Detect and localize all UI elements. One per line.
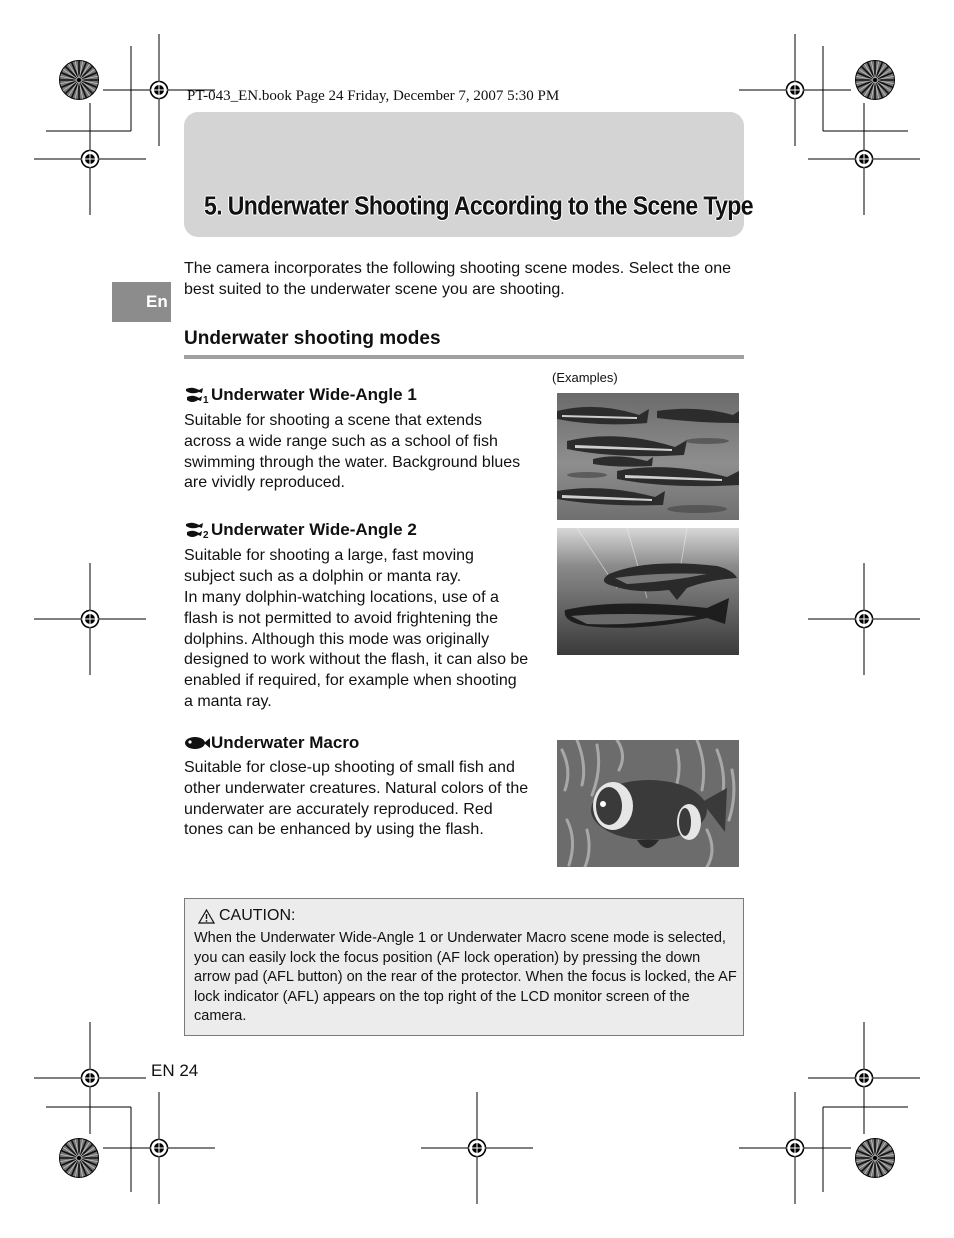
mode-title: Underwater Wide-Angle 1: [211, 385, 417, 404]
registration-cross: [34, 1022, 146, 1134]
language-tab: [112, 282, 171, 322]
registration-cross: [808, 563, 920, 675]
caution-title: CAUTION:: [219, 907, 296, 924]
dolphin-photo: [557, 528, 739, 655]
mode-heading-macro: [184, 733, 359, 753]
caution-text: When the Underwater Wide-Angle 1 or Underwater Macro scene mode is selected, you can easily lock the focus position (AF lock operation) by pressing the down arrow pad (AFL button) on the rear of the protector. When the focus is locked, the AF lock indicator (AFL) appears on the top right of the LCD monitor screen of the camera.: [194, 930, 737, 1025]
mode-description-note: In many dolphin-watching locations, use of a flash is not permitted to avoid frightening the dolphins. Although this mode was originally designed to work without the flash, it can also be enabled if required, for example when shooting a manta ray.: [184, 589, 529, 710]
registration-cross: [808, 1022, 920, 1134]
mode-heading-wide2: [184, 520, 417, 540]
caution-heading: [198, 907, 295, 925]
mode-title: Underwater Wide-Angle 2: [211, 520, 417, 539]
registration-cross: [739, 34, 851, 146]
registration-star-top-right: [856, 61, 895, 100]
registration-cross: [34, 563, 146, 675]
examples-label: (Examples): [552, 370, 618, 385]
registration-cross: [103, 1092, 215, 1204]
registration-cross: [34, 103, 146, 215]
language-tab-label: En: [146, 292, 168, 311]
underwater-macro-icon: [184, 733, 210, 753]
caution-box: [184, 898, 744, 1036]
mode-description: Suitable for shooting a scene that extends across a wide range such as a school of fish swimming through the water. Background blues are vividly reproduced.: [184, 412, 521, 492]
svg-text:2: 2: [203, 530, 209, 540]
chapter-title: 5. Underwater Shooting According to the Scene Type: [204, 191, 753, 221]
mode-title: Underwater Macro: [211, 733, 360, 752]
section-title: Underwater shooting modes: [184, 328, 441, 349]
section-rule: [184, 355, 744, 359]
registration-star-top-left: [60, 61, 99, 100]
barracuda-school-photo: [557, 393, 739, 520]
registration-star-bottom-right: [856, 1139, 895, 1178]
underwater-wide2-icon: [184, 520, 210, 540]
clownfish-photo: [557, 740, 739, 867]
mode-heading-wide1: [184, 385, 417, 405]
page-number: EN 24: [151, 1061, 199, 1080]
mode-description: Suitable for close-up shooting of small fish and other underwater creatures. Natural colors of the underwater are accurately reproduced. Red tones can be enhanced by using the flash.: [184, 759, 529, 839]
registration-cross: [421, 1092, 533, 1204]
warning-triangle-icon: [198, 909, 215, 924]
registration-cross: [739, 1092, 851, 1204]
intro-paragraph: The camera incorporates the following shooting scene modes. Select the one best suited to the underwater scene you are shooting.: [184, 260, 731, 298]
underwater-wide1-icon: [184, 385, 210, 405]
svg-text:1: 1: [203, 395, 209, 405]
registration-star-bottom-left: [60, 1139, 99, 1178]
registration-cross: [808, 103, 920, 215]
mode-description: Suitable for shooting a large, fast moving subject such as a dolphin or manta ray.: [184, 547, 474, 585]
book-header-line: PT-043_EN.book Page 24 Friday, December 7, 2007 5:30 PM: [187, 88, 560, 104]
